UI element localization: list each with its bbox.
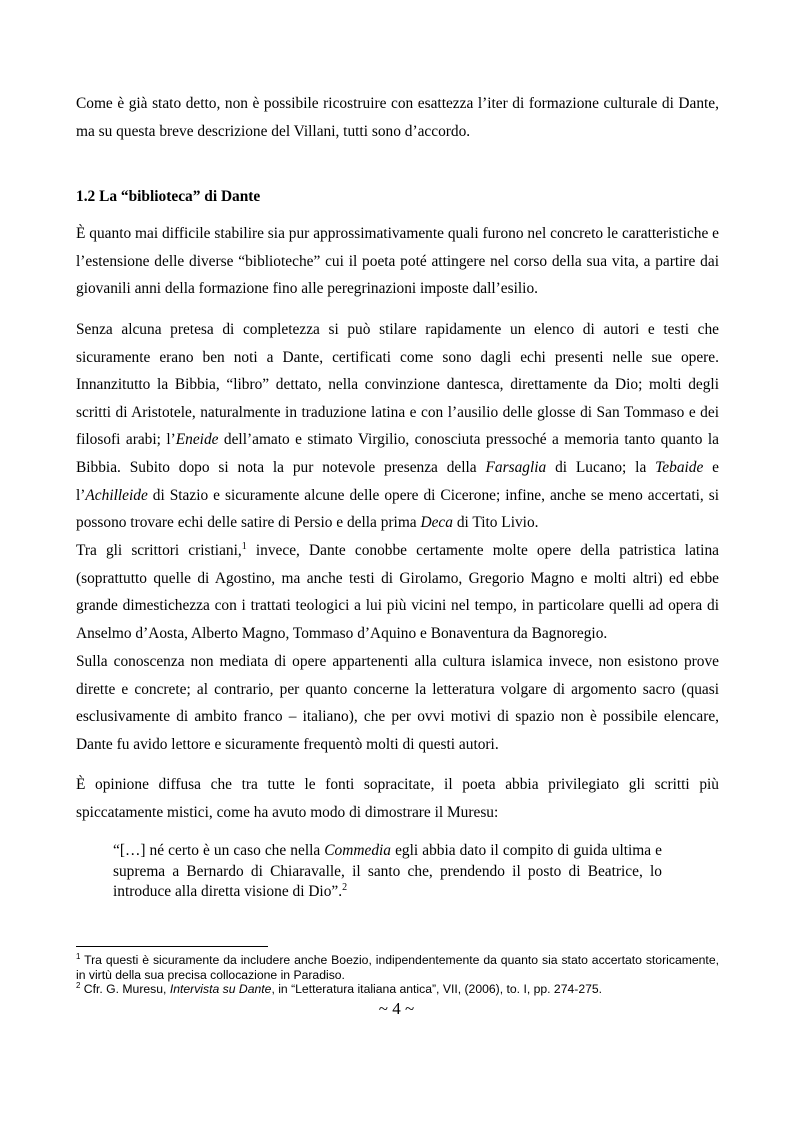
title-farsaglia: Farsaglia xyxy=(485,458,547,476)
block-quote: “[…] né certo è un caso che nella Commedia egli abbia dato il compito di guida ultima e suprema a Bernardo di Chiaravalle, il santo che, prendendo il posto di Beatrice, lo introduce alla diretta visione di Dio”.$^2$ xyxy=(113,842,662,901)
footnote-number-2: 2 xyxy=(76,981,81,991)
footnote-ref-2[interactable]: 2 xyxy=(342,882,348,894)
section-heading: 1.2 La “biblioteca” di Dante xyxy=(76,188,261,205)
title-achilleide: Achilleide xyxy=(85,486,148,504)
paragraph-4: Sulla conoscenza non mediata di opere appartenenti alla cultura islamica invece, non esistono prove dirette e concrete; al contrario, per quanto concerne la letteratura volgare di argomento sacro (quasi esclusivamente di ambito franco – italiano), che per ovvi motivi di spazio non è possibile elencare, Dante fu avido lettore e sicuramente frequentò molti di questi autori. xyxy=(76,653,719,753)
intro-paragraph: Come è già stato detto, non è possibile ricostruire con esattezza l’iter di formazione culturale di Dante, ma su questa breve descrizione del Villani, tutti sono d’accordo. xyxy=(76,95,719,140)
footnote-2: $^2$ Cfr. G. Muresu, Intervista su Dante, in “Letteratura italiana antica”, VII, (2006), to. I, pp. 274-275. xyxy=(76,981,603,997)
footnote-separator xyxy=(76,946,268,947)
title-intervista: Intervista su Dante xyxy=(169,982,272,997)
footnote-number-1: 1 xyxy=(76,951,81,961)
title-tebaide: Tebaide xyxy=(655,458,704,476)
title-deca: Deca xyxy=(420,514,453,532)
paragraph-3: Tra gli scrittori cristiani,$^1$ invece, Dante conobbe certamente molte opere della patristica latina (soprattutto quelle di Agostino, ma anche testi di Girolamo, Gregorio Magno e molti altri) ed ebbe grande dimestichezza con i trattati teologici a lui più vicini nel tempo, in particolare quelli ad opera di Anselmo d’Aosta, Alberto Magno, Tommaso d’Aquino e Bonaventura da Bagnoregio. xyxy=(76,540,719,642)
footnotes xyxy=(76,953,719,997)
paragraph-2: Senza alcuna pretesa di completezza si può stilare rapidamente un elenco di autori e testi che sicuramente erano ben noti a Dante, certificati come sono dagli echi presenti nelle sue opere. Innanzitutto la Bibbia, “libro” dettato, nella convinzione dantesca, direttamente da Dio; molti degli scritti di Aristotele, naturalmente in traduzione latina e con l’ausilio delle glosse di San Tommaso e dei filosofi arabi; l’Eneide dell’amato e stimato Virgilio, conosciuta pressoché a memoria tanto quanto la Bibbia. Subito dopo si nota la pur notevole presenza della Farsaglia di Lucano; la Tebaide e l’Achilleide di Stazio e sicuramente alcune delle opere di Cicerone; infine, anche se meno accertati, si possono trovare echi delle satire di Persio e della prima Deca di Tito Livio. xyxy=(76,321,719,532)
title-commedia: Commedia xyxy=(324,842,391,859)
paragraph-5: È opinione diffusa che tra tutte le fonti sopracitate, il poeta abbia privilegiato gli scritti più spiccatamente mistici, come ha avuto modo di dimostrare il Muresu: xyxy=(76,776,719,821)
footnote-ref-1[interactable]: 1 xyxy=(241,540,247,552)
paragraph-1: È quanto mai difficile stabilire sia pur approssimativamente quali furono nel concreto le caratteristiche e l’estensione delle diverse “biblioteche” cui il poeta poté attingere nel corso della sua vita, a partire dai giovanili anni della formazione fino alle peregrinazioni imposte dall’esilio. xyxy=(76,225,719,298)
page-number: ~ 4 ~ xyxy=(378,999,415,1018)
footnote-1: $^1$ Tra questi è sicuramente da includere anche Boezio, indipendentemente da quanto sia stato accertato storicamente, in virtù della sua precisa collocazione in Paradiso. xyxy=(76,951,719,982)
title-eneide: Eneide xyxy=(175,431,219,449)
